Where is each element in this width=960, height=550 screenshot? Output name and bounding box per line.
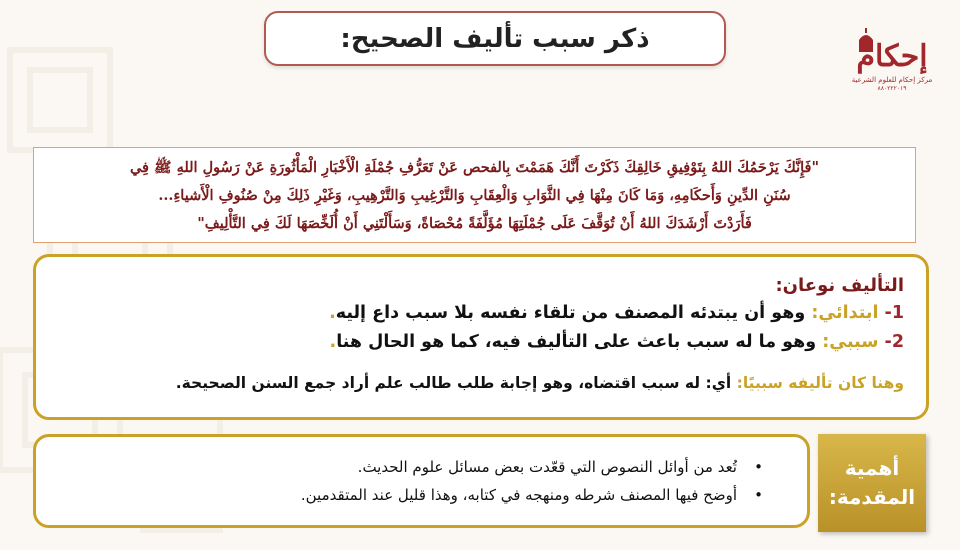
importance-label-line: أهمية (844, 456, 900, 480)
quote-line: سُنَنِ الدِّينِ وَأَحكَامِهِ، وَمَا كَانَ مِنْهَا فِي الثَّوَابِ وَالْعِقَابِ وَالتَّرْغِيبِ وَالتَّرْهِيبِ، وَغَيْرِ ذَلِكَ مِنْ صُنُوفِ الْأَشياءِ... (158, 187, 791, 204)
conclusion-line (58, 371, 904, 395)
authorship-types-box (33, 254, 929, 420)
page-title (264, 11, 726, 66)
type-label: ابتدائي: (811, 303, 879, 323)
importance-box (33, 434, 810, 528)
type-label: سببي: (822, 332, 879, 352)
conclusion-text: أي: له سبب اقتضاه، وهو إجابة طلب طالب علم أراد جمع السنن الصحيحة (181, 374, 737, 392)
type-item (58, 299, 904, 328)
importance-label (818, 434, 926, 532)
conclusion-label: وهنا كان تأليفه سببيًا: (736, 374, 904, 392)
type-end: . (329, 332, 337, 352)
type-number: 2- (884, 332, 904, 352)
types-heading: التأليف نوعان: (775, 275, 904, 296)
type-number: 1- (884, 303, 904, 323)
list-item: • أوضح فيها المصنف شرطه ومنهجه في كتابه، وهذا قليل عند المتقدمين. (56, 481, 737, 509)
importance-label-line: المقدمة: (828, 485, 916, 509)
logo-name: إحكام (856, 39, 928, 74)
type-item (58, 328, 904, 357)
type-end: . (329, 303, 336, 323)
logo-number: ٨٨٠٢٢٢٠١٩ (877, 85, 907, 92)
quote-box (33, 147, 916, 243)
quote-line: "فَإِنَّكَ يَرْحَمُكَ اللهُ بِتَوْفِيقِ خَالِقِكَ ذَكَرْتَ أَنَّكَ هَمَمْتَ بِالفحص عَنْ تَعَرُّفِ جُمْلَةِ الْأَخْبَارِ الْمَأْثُورَةِ عَنْ رَسُولِ اللهِ ﷺ فِي (129, 159, 820, 176)
brand-logo (842, 28, 942, 94)
page-title-text: ذكر سبب تأليف الصحيح: (340, 23, 650, 54)
quote-line: فَأَرَدْتَ أَرْشَدَكَ اللهُ أَنْ تُوَقَّفَ عَلَى جُمْلَتِهَا مُؤَلَّفَةً مُحْصَاةً، وَسَأَلْتَنِي أَنْ أُلَخِّصَهَا لَكَ فِي التَّأْلِيفِ" (197, 215, 752, 232)
conclusion-end: . (175, 374, 182, 392)
list-item: • تُعد من أوائل النصوص التي قعّدت بعض مسائل علوم الحديث. (56, 453, 737, 481)
type-text: وهو ما له سبب باعث على التأليف فيه، كما هو الحال هنا (336, 332, 823, 352)
importance-list (56, 453, 767, 509)
logo-subtitle: مركز إحكام للعلوم الشرعية (851, 76, 933, 84)
type-text: وهو أن يبتدئه المصنف من تلقاء نفسه بلا سبب داع إليه (335, 303, 812, 323)
